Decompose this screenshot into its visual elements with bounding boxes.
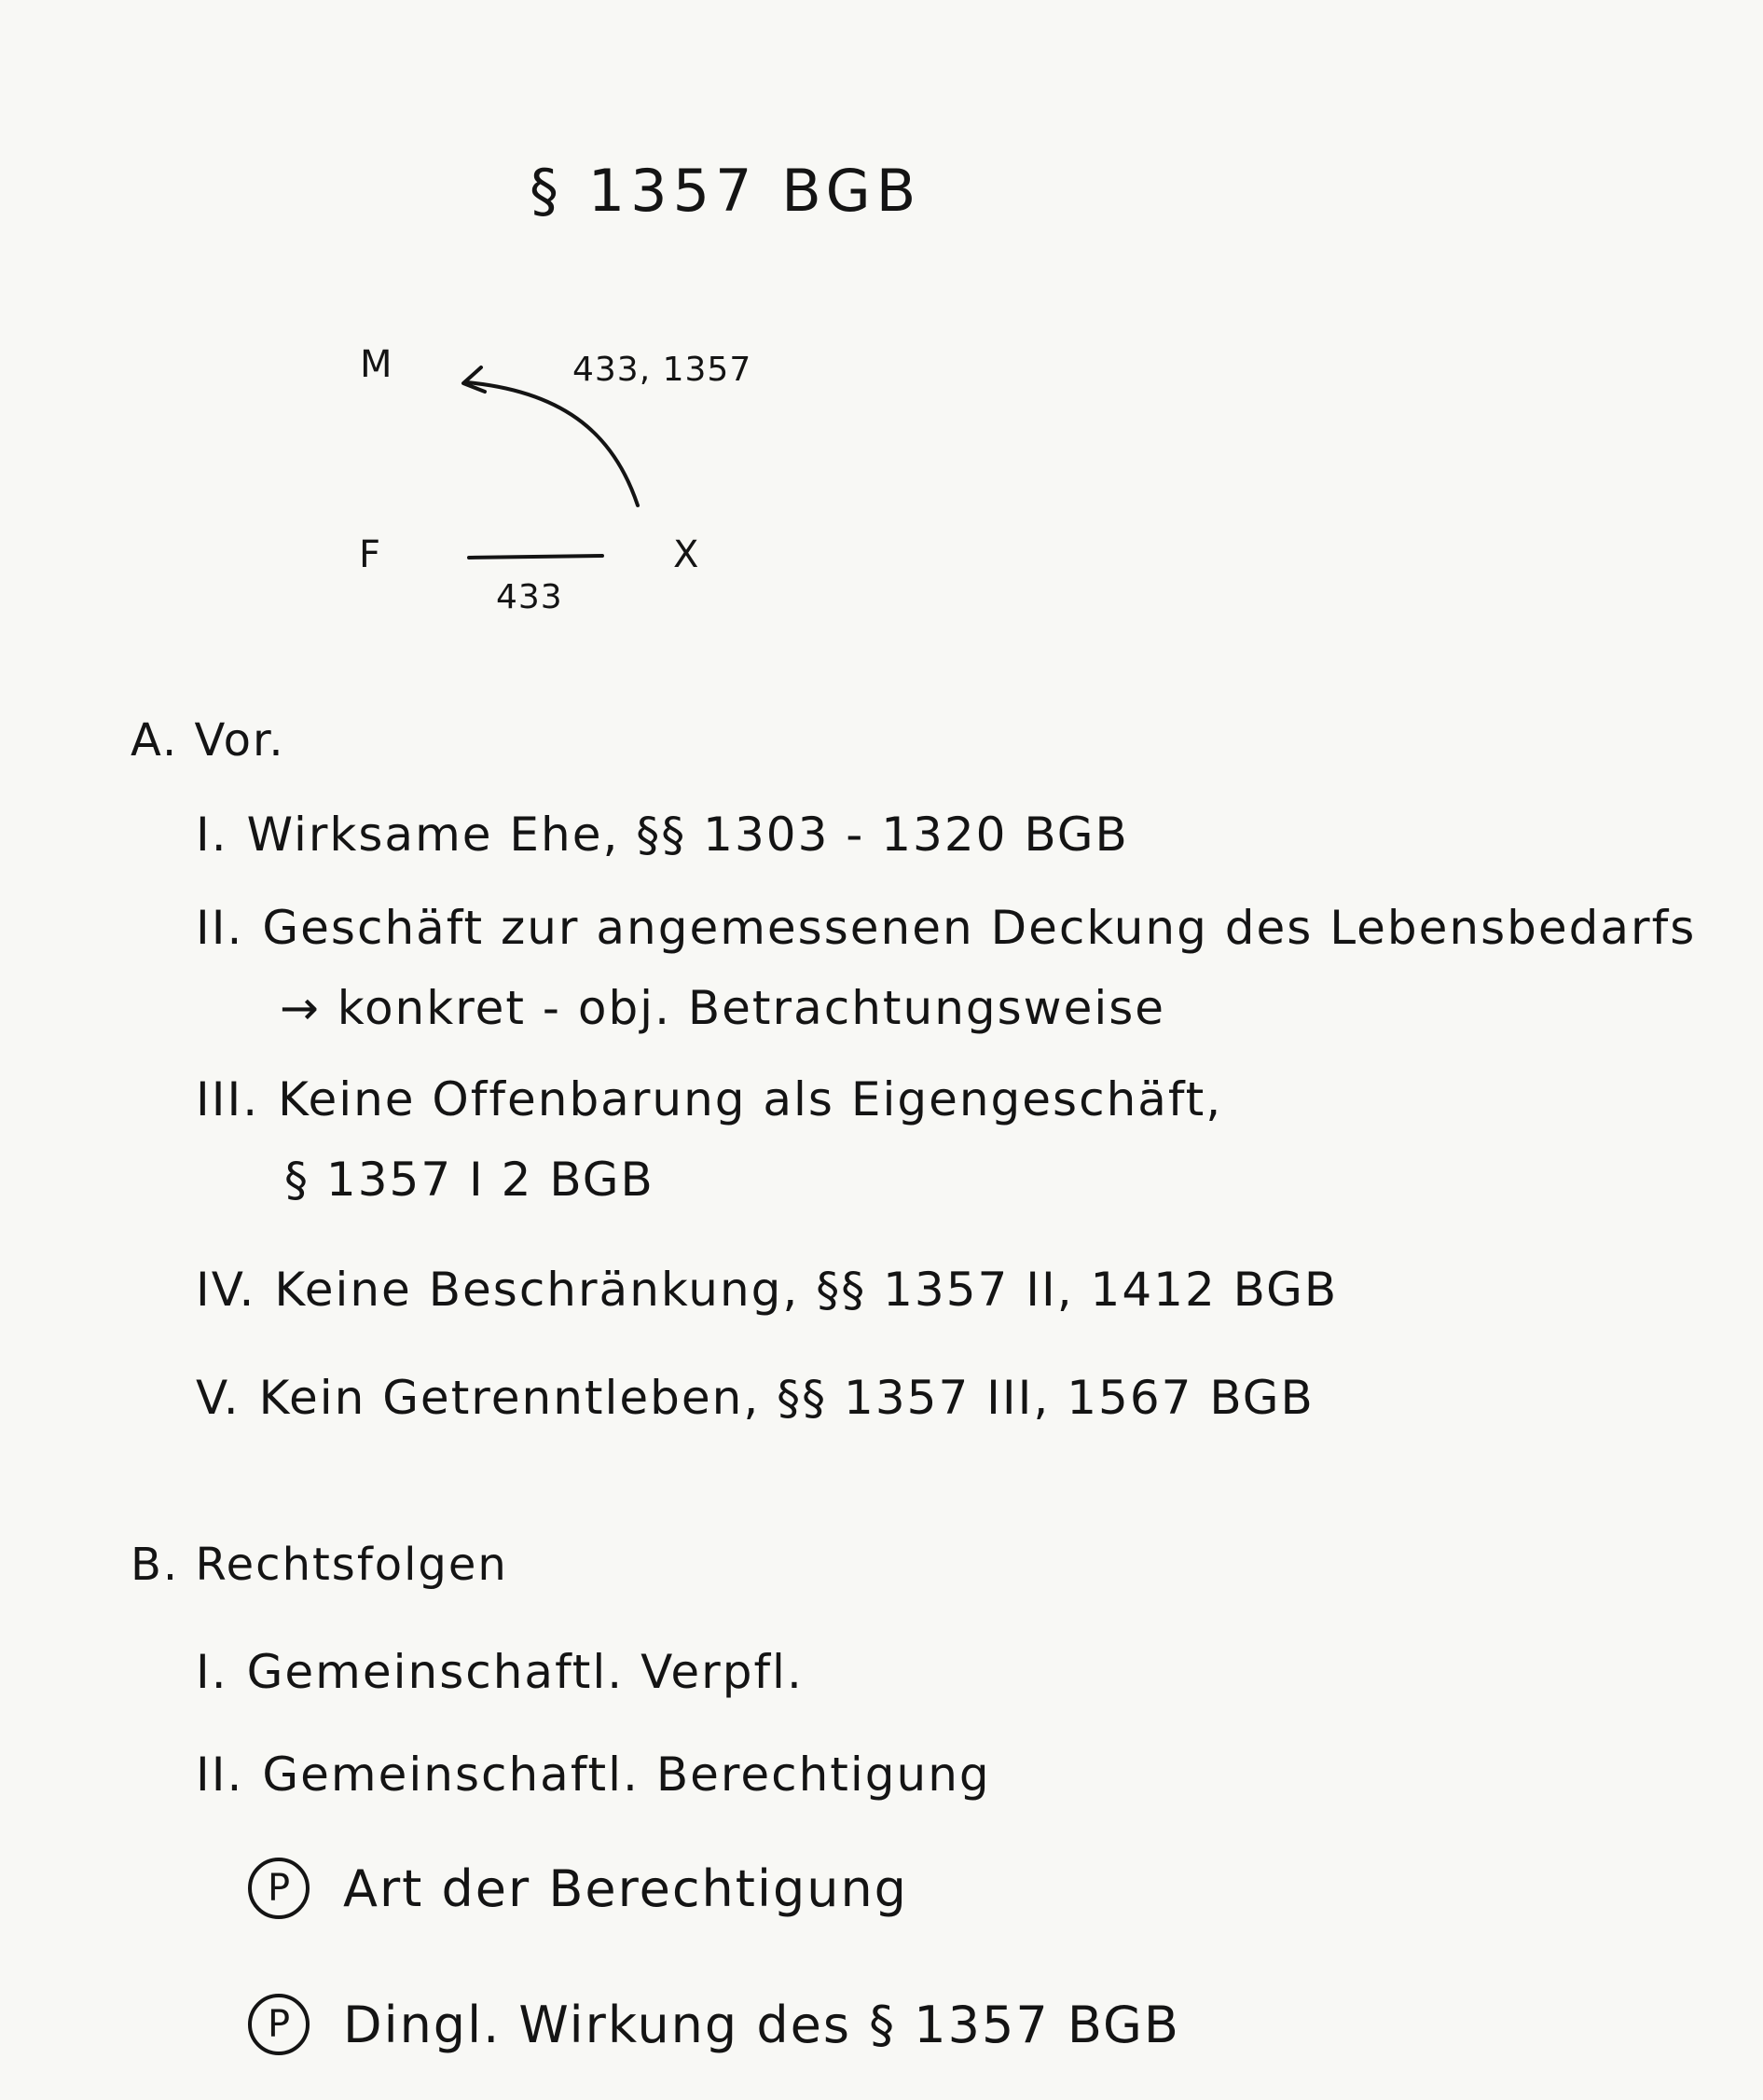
item-number: V. [196,1371,241,1425]
item-text: Gemeinschaftl. Berechtigung [262,1748,991,1802]
item-number: I. [196,1645,228,1699]
item-text: Keine Offenbarung als Eigengeschäft, [278,1072,1223,1126]
claim-arrow [466,382,638,505]
item-text: § 1357 I 2 BGB [284,1153,654,1207]
item-text: Geschäft zur angemessenen Deckung des Lebensbedarfs [262,901,1697,955]
section-a-heading: A. Vor. [131,714,285,767]
problem-badge-icon: P [248,1858,310,1919]
section-b-heading: B. Rechtsfolgen [131,1539,508,1591]
line-label: 433 [496,578,563,616]
item-text: Wirksame Ehe, §§ 1303 - 1320 BGB [246,808,1129,862]
contract-line [469,556,602,558]
item-text: Gemeinschaftl. Verpfl. [246,1645,804,1699]
item-number: III. [196,1072,260,1126]
page-title: § 1357 BGB [530,157,922,225]
point-text: Dingl. Wirkung des § 1357 BGB [343,1995,1180,2054]
section-a-item [196,1263,1338,1317]
item-number: I. [196,808,228,862]
arrow-label: 433, 1357 [572,351,752,389]
item-text: Kein Getrenntleben, §§ 1357 III, 1567 BGB [258,1371,1315,1425]
node-f-label: F [359,533,383,576]
node-m-label: M [360,343,394,386]
item-text: → konkret - obj. Betrachtungsweise [280,981,1166,1035]
section-b-item [196,1748,991,1802]
item-text: Keine Beschränkung, §§ 1357 II, 1412 BGB [274,1263,1339,1317]
point-text: Art der Berechtigung [343,1858,908,1918]
section-a-item [196,1371,1315,1425]
item-number: II. [196,901,244,955]
section-a-item-continuation [284,1153,654,1207]
section-b-item [196,1645,804,1699]
node-x-label: X [673,533,701,576]
section-a-item-continuation [280,981,1165,1035]
item-number: IV. [196,1263,256,1317]
item-number: II. [196,1748,244,1802]
problem-point [248,1858,908,1919]
section-a-item [196,808,1129,862]
problem-badge-icon: P [248,1994,310,2055]
problem-point [248,1994,1180,2055]
section-a-item [196,901,1696,955]
section-a-item [196,1072,1222,1126]
arrow-head [463,367,485,392]
